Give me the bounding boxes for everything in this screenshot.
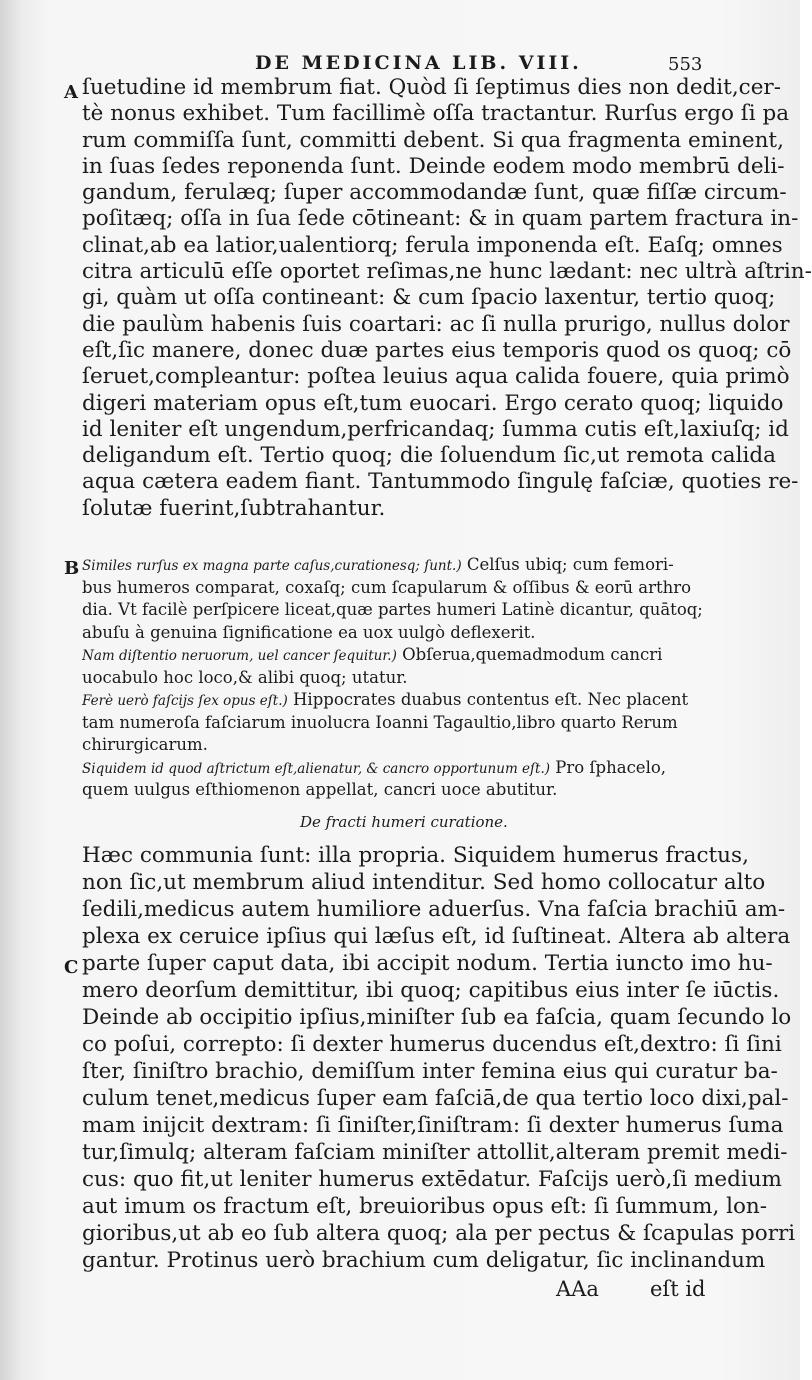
running-head: DE MEDICINA LIB. VIII.: [255, 52, 582, 74]
text-line: citra articulū eſſe oportet reſimas,ne hunc lædant: nec ultrà aſtrin-: [82, 259, 812, 285]
text-line: deligandum eſt. Tertio quoq; die ſoluendum ſic,ut remota calida: [82, 443, 776, 469]
annotation-line: bus humeros comparat, coxaſq; cum ſcapularum & oſſibus & eorū arthro: [82, 577, 692, 597]
text-line: clinat,ab ea latior,ualentiorq; ferula imponenda eſt. Eaſq; omnes: [82, 232, 783, 258]
text-line: ſeruet,compleantur: poſtea leuius aqua calida fouere, quia primò: [82, 364, 790, 390]
text-line: aqua cætera eadem fiant. Tantummodo ſingulę faſciæ, quoties re-: [82, 469, 799, 495]
text-line: mam inijcit dextram: ſi ſiniſter,ſiniſtram: ſi dexter humerus ſuma: [82, 1113, 784, 1138]
margin-letter-a: A: [64, 82, 78, 103]
annotation-lemma: Similes rurſus ex magna parte caſus,curationesq; ſunt.): [82, 558, 462, 574]
page-header: [0, 50, 800, 76]
annotation-lemma: Ferè uerò faſcijs ſex opus eſt.): [82, 693, 288, 709]
text-line: plexa ex ceruice ipſius qui læſus eſt, id ſuſtineat. Altera ab altera: [82, 924, 791, 949]
text-line: rum commiſſa ſunt, committi debent. Si qua fragmenta eminent,: [82, 127, 784, 153]
annotation-line: dia. Vt facilè perſpicere liceat,quæ partes humeri Latinè dicantur, quātoq;: [82, 600, 703, 619]
catchword: eſt id: [650, 1277, 706, 1301]
text-line: poſitæq; oſſa in ſua ſede cōtineant: & in quam partem fractura in-: [82, 206, 799, 232]
annotations-block: [82, 554, 712, 802]
text-line: ſter, ſiniſtro brachio, demiſſum inter femina eius qui curatur ba-: [82, 1059, 778, 1084]
annotation-line: tam numeroſa faſciarum inuolucra Ioanni Tagaultio,libro quarto Rerum: [82, 712, 678, 732]
annotation-line: chirurgicarum.: [82, 735, 208, 754]
margin-letter-b: B: [64, 558, 80, 579]
annotation-text: Obſerua,quemadmodum cancri: [402, 645, 663, 664]
text-line: non ſic,ut membrum aliud intenditur. Sed homo collocatur alto: [82, 870, 766, 895]
text-line: co poſui, correpto: ſi dexter humerus ducendus eſt,dextro: ſi ſini: [82, 1032, 782, 1057]
text-line: tè nonus exhibet. Tum facillimè oſſa tractantur. Rurſus ergo ſi pa: [82, 101, 790, 127]
annotation-line: [82, 689, 712, 712]
text-line: gantur. Protinus uerò brachium cum deligatur, ſic inclinandum: [82, 1248, 766, 1273]
main-text-block-2: [82, 842, 796, 1274]
text-line: cus: quo fit,ut leniter humerus extēdatur. Faſcijs uerò,ſi medium: [82, 1167, 782, 1192]
text-line: eſt,ſic manere, donec duæ partes eius temporis quod os quoq; cō: [82, 337, 792, 363]
section-heading: De fracti humeri curatione.: [300, 813, 508, 831]
annotation-line: uocabulo hoc loco,& alibi quoq; utatur.: [82, 667, 408, 687]
text-line: gioribus,ut ab eo ſub altera quoq; ala per pectus & ſcapulas porri: [82, 1221, 796, 1246]
annotation-line: abuſu à genuina ſignificatione ea uox uulgò deflexerit.: [82, 622, 536, 642]
text-line: mero deorſum demittitur, ibi quoq; capitibus eius inter ſe iūctis.: [82, 978, 780, 1003]
annotation-text: Pro ſphacelo,: [555, 757, 667, 777]
text-line: aut imum os fractum eſt, breuioribus opus eſt: ſi ſummum, lon-: [82, 1194, 768, 1219]
main-text-block: [82, 75, 812, 522]
annotation-line: [82, 757, 712, 780]
text-line: Hæc communia ſunt: illa propria. Siquidem humerus fractus,: [82, 843, 749, 868]
text-line: in ſuas ſedes reponenda ſunt. Deinde eodem modo membrū deli-: [82, 153, 785, 179]
signature-mark: AAa: [556, 1277, 599, 1301]
text-line: ſolutæ fuerint,ſubtrahantur.: [82, 495, 386, 521]
text-line: id leniter eſt ungendum,perfricandaq; ſumma cutis eſt,laxiuſq; id: [82, 416, 789, 442]
text-line: digeri materiam opus eſt,tum euocari. Ergo cerato quoq; liquido: [82, 390, 784, 416]
text-line: parte ſuper caput data, ibi accipit nodum. Tertia iuncto imo hu-: [82, 951, 773, 976]
page-number: 553: [668, 54, 703, 75]
margin-letter-c: C: [64, 957, 79, 978]
annotation-lemma: Siquidem id quod aſtrictum eſt,alienatur, & cancro opportunum eſt.): [82, 760, 551, 777]
annotation-lemma: Nam diſtentio neruorum, uel cancer ſequitur.): [82, 648, 397, 664]
text-line: gandum, ferulæq; ſuper accommodandæ ſunt, quæ fiſſæ circum-: [82, 180, 787, 206]
text-line: tur,ſimulq; alteram faſciam miniſter attollit,alteram premit medi-: [82, 1140, 788, 1165]
text-line: ſuetudine id membrum fiat. Quòd ſi ſeptimus dies non dedit,cer-: [82, 75, 781, 100]
text-line: culum tenet,medicus ſuper eam faſciā,de qua tertio loco dixi,pal-: [82, 1086, 789, 1111]
annotation-text: Hippocrates duabus contentus eſt. Nec placent: [293, 690, 689, 709]
text-line: die paulùm habenis ſuis coartari: ac ſi nulla prurigo, nullus dolor: [82, 311, 790, 337]
annotation-line: [82, 554, 712, 577]
text-line: ſedili,medicus autem humiliore aduerſus. Vna faſcia brachiū am-: [82, 897, 786, 922]
annotation-line: quem uulgus eſthiomenon appellat, cancri uoce abutitur.: [82, 780, 558, 799]
text-line: gi, quàm ut oſſa contineant: & cum ſpacio laxentur, tertio quoq;: [82, 285, 776, 311]
annotation-line: [82, 644, 712, 667]
text-line: Deinde ab occipitio ipſius,miniſter ſub ea faſcia, quam ſecundo lo: [82, 1005, 792, 1030]
annotation-text: Celſus ubiq; cum femori-: [466, 555, 674, 574]
